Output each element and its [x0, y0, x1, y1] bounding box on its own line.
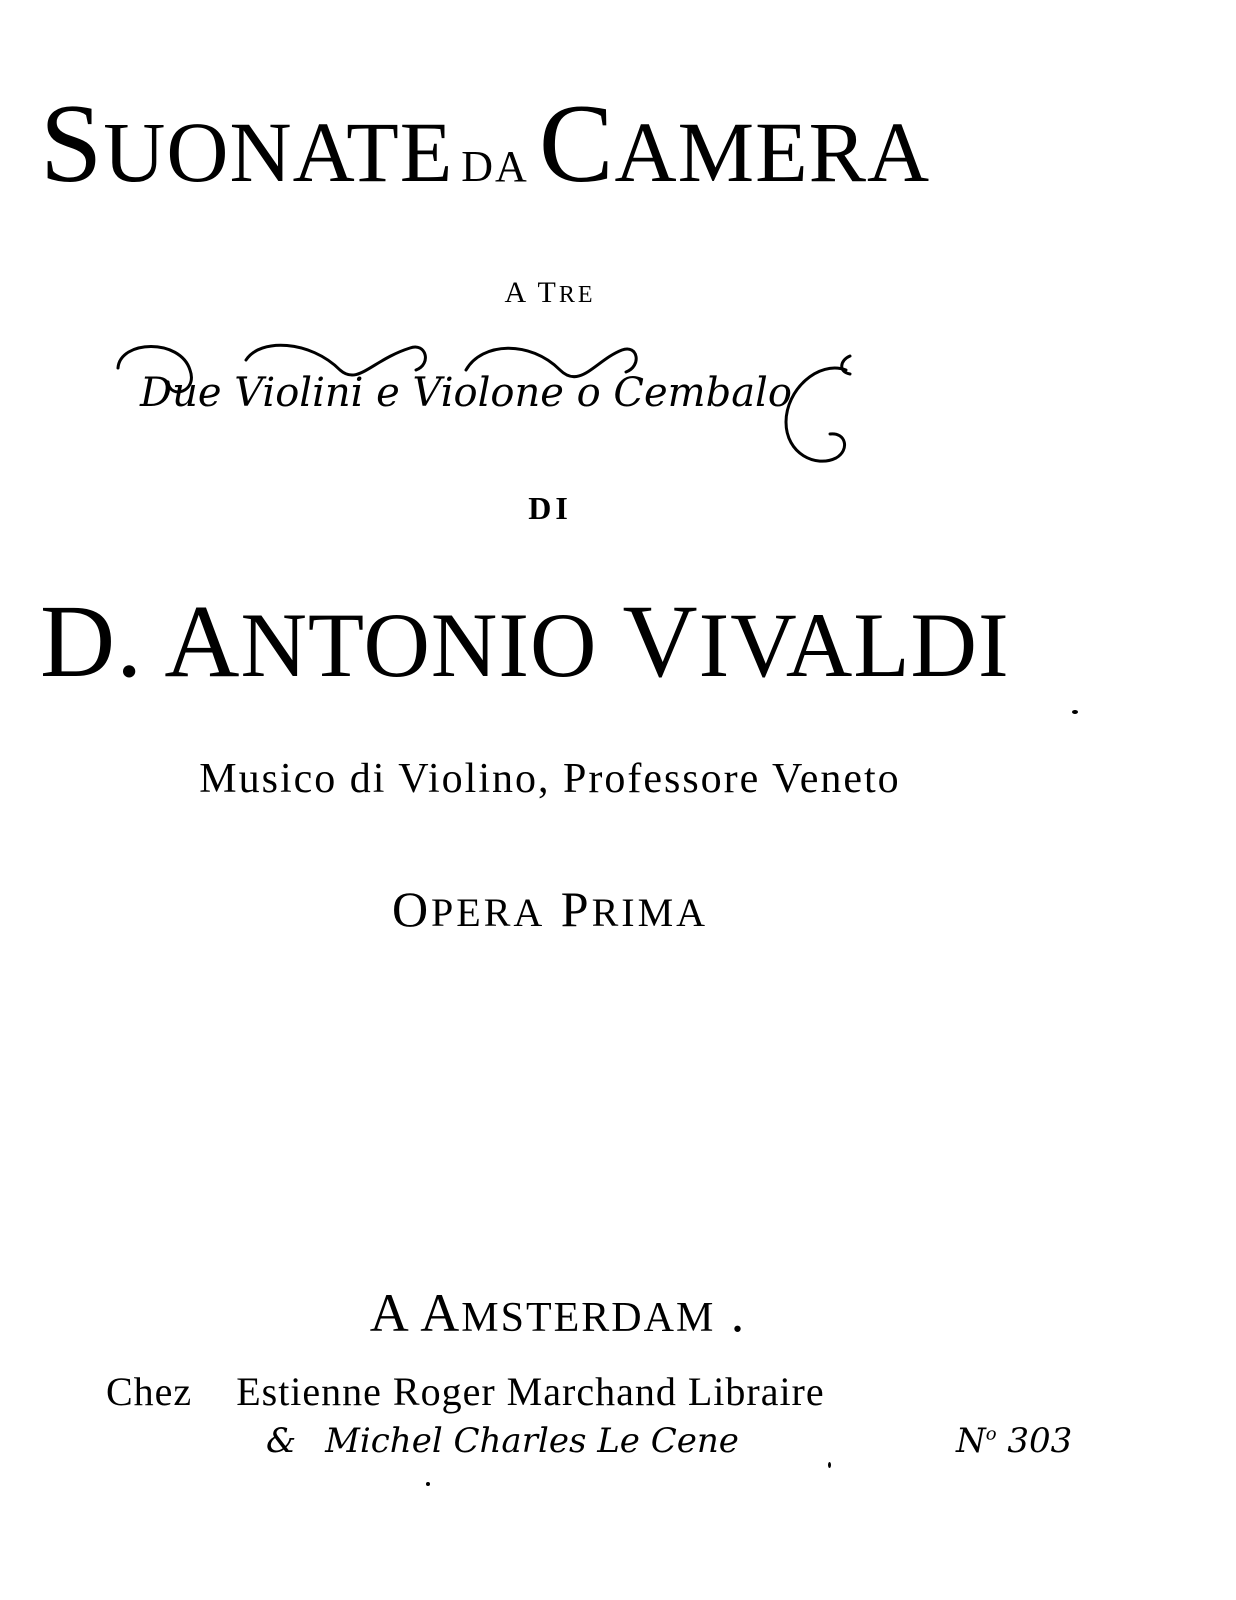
- imprint-period: .: [730, 1283, 747, 1343]
- plate-number-value: 303: [1007, 1421, 1073, 1461]
- scoring-tre-initial: T: [537, 276, 559, 309]
- ink-speck: [1072, 710, 1078, 714]
- composer-name: [40, 584, 1100, 699]
- imprint-chez: Chez: [106, 1369, 193, 1414]
- plate-sup: o: [985, 1423, 997, 1445]
- ink-speck: [828, 1462, 831, 1468]
- opus-w2-rest: RIMA: [591, 890, 709, 935]
- composer-prefix: D.: [40, 584, 144, 699]
- opus-w1-rest: PERA: [431, 890, 546, 935]
- opus-w2-initial: P: [560, 881, 592, 937]
- calligraphic-flourish: [110, 330, 990, 470]
- imprint-city: [0, 1283, 1116, 1343]
- composer-descriptor: Musico di Violino, Professore Veneto: [199, 756, 901, 802]
- title-initial-s: S: [40, 82, 104, 206]
- scoring-a: A: [504, 276, 528, 309]
- page-title: [40, 82, 1100, 206]
- imprint-publisher-2: [266, 1421, 1086, 1461]
- composer-last-rest: IVALDI: [698, 594, 1010, 696]
- imprint-city-rest: MSTERDAM: [461, 1295, 716, 1341]
- composer-first-initial: A: [164, 584, 241, 699]
- ink-speck: [426, 1482, 430, 1486]
- imprint-a: A: [369, 1283, 408, 1343]
- plate-prefix: N: [956, 1421, 986, 1461]
- title-word-suonate: UONATE: [103, 104, 454, 200]
- imprint-city-initial: A: [420, 1283, 462, 1343]
- instruments-text: Due Violini e Violone o Cembalo: [140, 370, 792, 416]
- imprint-publisher-2-name: Michel Charles Le Cene: [325, 1421, 739, 1461]
- composer-first-rest: NTONIO: [240, 594, 598, 696]
- title-initial-c: C: [538, 82, 615, 206]
- scoring-tre-rest: RE: [558, 282, 596, 308]
- instruments-line: [110, 330, 990, 470]
- composer-last-initial: V: [622, 584, 699, 699]
- di-label: DI: [528, 490, 572, 526]
- title-connector-da: DA: [461, 142, 529, 191]
- title-word-camera: AMERA: [614, 104, 931, 200]
- opus-w1-initial: O: [391, 881, 432, 937]
- scoring-a-tre: [0, 278, 1100, 308]
- opus-number: [0, 881, 1100, 937]
- imprint-publisher-name: Estienne Roger Marchand Libraire: [236, 1369, 825, 1414]
- plate-number: [956, 1421, 1073, 1461]
- imprint-ampersand: &: [266, 1421, 297, 1461]
- imprint-publisher: [106, 1369, 1006, 1414]
